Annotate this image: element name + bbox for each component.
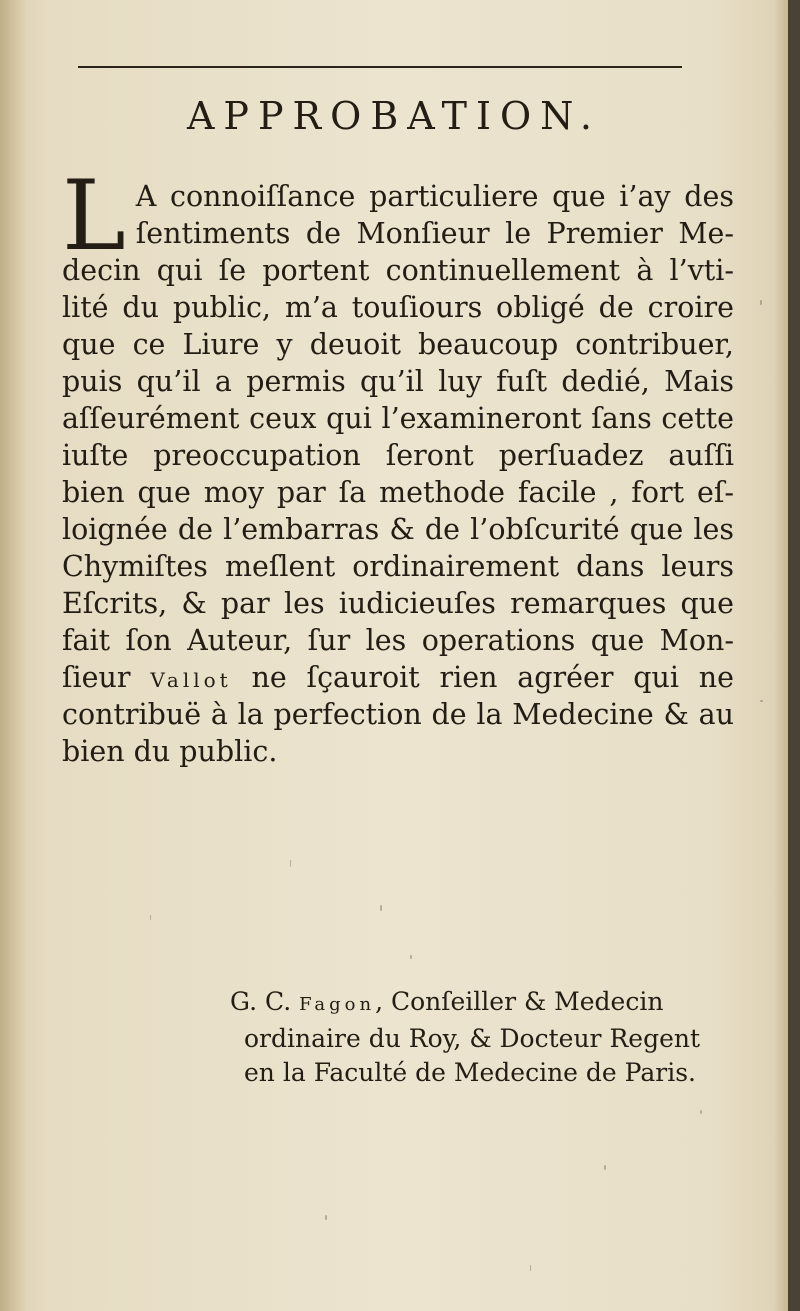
signature-surname: Fagon bbox=[299, 994, 376, 1015]
text-line: iuſte preoccupation ſeront perſuadez auſſi bbox=[62, 439, 734, 472]
text-line-vallot bbox=[62, 659, 734, 696]
header-rule bbox=[78, 66, 682, 68]
text-line: bien que moy par ſa methode facile , fort eſ- bbox=[62, 476, 734, 509]
signature-initials: G. C. bbox=[230, 987, 300, 1016]
text-line: Chymiſtes meſlent ordinairement dans leurs bbox=[62, 550, 734, 583]
signature-title: , Conſeiller & Medecin bbox=[375, 987, 664, 1016]
signature-line-faculty: en la Faculté de Medecine de Paris. bbox=[244, 1058, 696, 1087]
text-fragment: ne ſçauroit rien agréer qui ne bbox=[231, 661, 734, 694]
text-line: A connoiſſance particuliere que i’ay des bbox=[135, 180, 734, 213]
signature-line-role: ordinaire du Roy, & Docteur Regent bbox=[244, 1024, 701, 1053]
text-line: ſentiments de Monſieur le Premier Me- bbox=[135, 217, 734, 250]
text-line: Eſcrits, & par les iudicieuſes remarques que bbox=[62, 587, 734, 620]
signature-line-name bbox=[230, 985, 730, 1022]
text-line: que ce Liure y deuoit beaucoup contribuer, bbox=[62, 328, 734, 361]
signature-block bbox=[230, 985, 730, 1090]
approbation-text bbox=[62, 160, 734, 770]
page-spine-shadow bbox=[0, 0, 26, 1311]
text-line: bien du public. bbox=[62, 735, 278, 768]
text-line: loignée de l’embarras & de l’obſcurité que les bbox=[62, 513, 734, 546]
text-line: lité du public, m’a touſiours obligé de croire bbox=[62, 291, 734, 324]
text-line: decin qui ſe portent continuellement à l’vti- bbox=[62, 254, 734, 287]
page-title: APPROBATION. bbox=[186, 94, 602, 138]
drop-cap: L bbox=[62, 160, 126, 272]
page-edge-shadow bbox=[774, 0, 788, 1311]
text-fragment: ſieur bbox=[62, 661, 151, 694]
text-line: fait ſon Auteur, ſur les operations que Mon- bbox=[62, 624, 734, 657]
text-line: aſſeurément ceux qui l’examineront ſans cette bbox=[62, 402, 734, 435]
author-name-vallot: Vallot bbox=[150, 668, 232, 692]
text-line: puis qu’il a permis qu’il luy fuſt dedié, Mais bbox=[62, 365, 734, 398]
text-line: contribuë à la perfection de la Medecine & au bbox=[62, 698, 734, 731]
